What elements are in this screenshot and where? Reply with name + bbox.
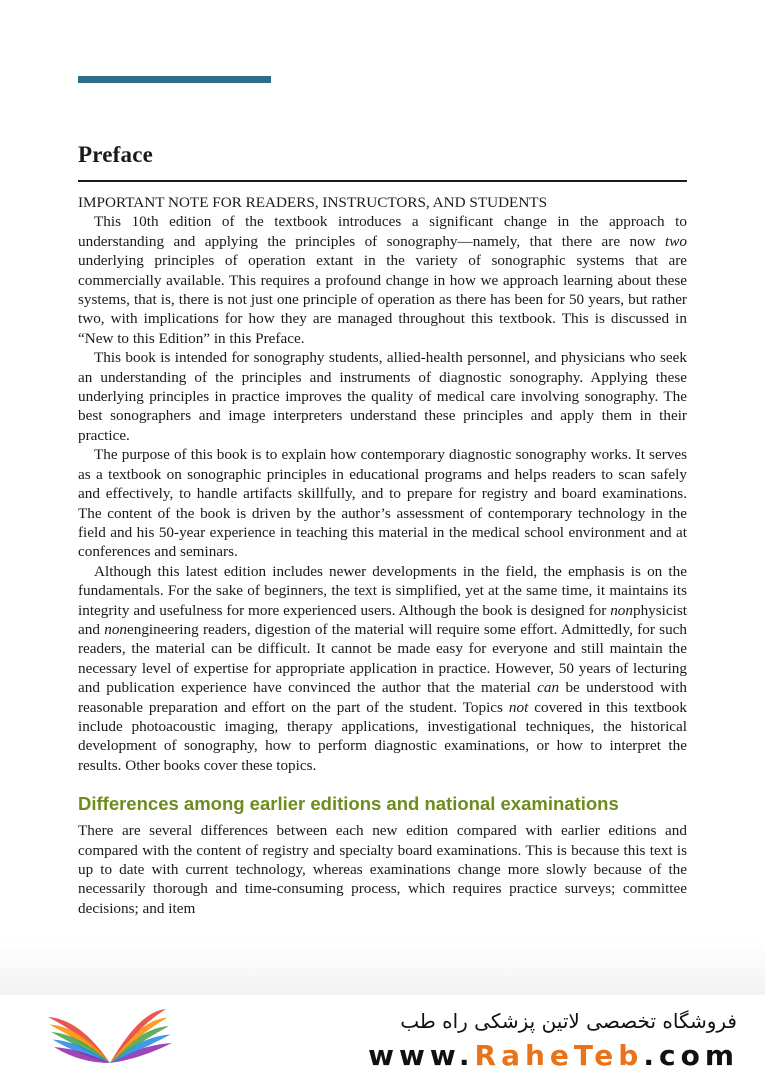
- text-run: This 10th edition of the textbook introduces a significant change in the approach to understanding and applying the principles of sonography—namely, that there are now: [78, 213, 687, 250]
- paragraph-3: The purpose of this book is to explain how contemporary diagnostic sonography works. It serves as a textbook on sonographic principles in educational programs and helps readers to scan safely and effectively, to handle artifacts skillfully, and to prepare for registry and board examinations. The content of the book is driven by the author’s assessment of contemporary technology in the field and his 50-year experience in teaching this material in the medical school environment and at conferences and seminars.: [78, 446, 687, 561]
- emphasis: non: [610, 601, 633, 619]
- page-title: Preface: [78, 142, 154, 167]
- store-url[interactable]: [368, 1039, 739, 1072]
- url-suffix: .com: [643, 1039, 739, 1072]
- emphasis: can: [537, 679, 560, 697]
- emphasis: non: [104, 620, 127, 638]
- book-logo-icon: [40, 1001, 180, 1071]
- url-prefix: www.: [368, 1039, 475, 1072]
- store-name: فروشگاه تخصصی لاتین پزشکی راه طب: [400, 1009, 737, 1033]
- emphasis: not: [508, 698, 529, 716]
- title-rule: [78, 180, 687, 182]
- section-heading: Differences among earlier editions and national examinations: [78, 793, 619, 815]
- text-run: engineering readers, digestion of the material will require some effort. Admittedly, for such readers, the material can be difficult. It cannot be made easy for everyone and still maintain the necessary level of expertise for appropriate application in practice. However, 50 years of lecturing and publication experience have convinced the author that the material: [78, 620, 687, 697]
- watermark-footer: [0, 995, 765, 1080]
- note-heading: IMPORTANT NOTE FOR READERS, INSTRUCTORS, AND STUDENTS: [78, 194, 548, 211]
- text-run: Although this latest edition includes newer developments in the field, the emphasis is on the fundamentals. For the sake of beginners, the text is simplified, yet at the same time, it maintains its integrity and usefulness for more experienced users. Although the book is designed for: [78, 562, 687, 619]
- text-run: underlying principles of operation extant in the variety of sonographic systems that are commercially available. This requires a profound change in how we approach learning about these systems, that is, there is not just one principle of operation as there has been for 50 years, but rather two, with implications for how they are managed throughout this textbook. This is discussed in “New to this Edition” in this Preface.: [78, 252, 687, 347]
- paragraph-1: [78, 212, 687, 348]
- text-run: physicist and: [78, 601, 687, 638]
- preface-body: [78, 193, 687, 918]
- page-fade: [0, 940, 765, 1000]
- emphasis: two: [665, 232, 687, 250]
- paragraph-4: [78, 562, 687, 775]
- header-accent-bar: [78, 76, 271, 83]
- text-run: be understood with reasonable preparation and effort on the part of the student. Topics: [78, 679, 688, 716]
- url-brand: RaheTeb: [474, 1039, 644, 1072]
- section-paragraph: There are several differences between each new edition compared with earlier editions and compared with the content of registry and specialty board examinations. This is because this text is up to date with current technology, whereas examinations change more slowly because of the necessarily thorough and time-consuming process, which requires practice surveys; committee decisions; and item: [78, 822, 687, 917]
- paragraph-2: This book is intended for sonography students, allied-health personnel, and physicians who seek an understanding of the principles and instruments of diagnostic sonography. Applying these underlying principles in practice improves the quality of medical care involving sonography. The best sonographers and image interpreters understand these principles and apply them in their practice.: [78, 349, 687, 444]
- text-run: covered in this textbook include photoacoustic imaging, therapy applications, investigational techniques, the historical development of sonography, how to perform diagnostic examinations, or how to interpret the results. Other books cover these topics.: [78, 698, 687, 774]
